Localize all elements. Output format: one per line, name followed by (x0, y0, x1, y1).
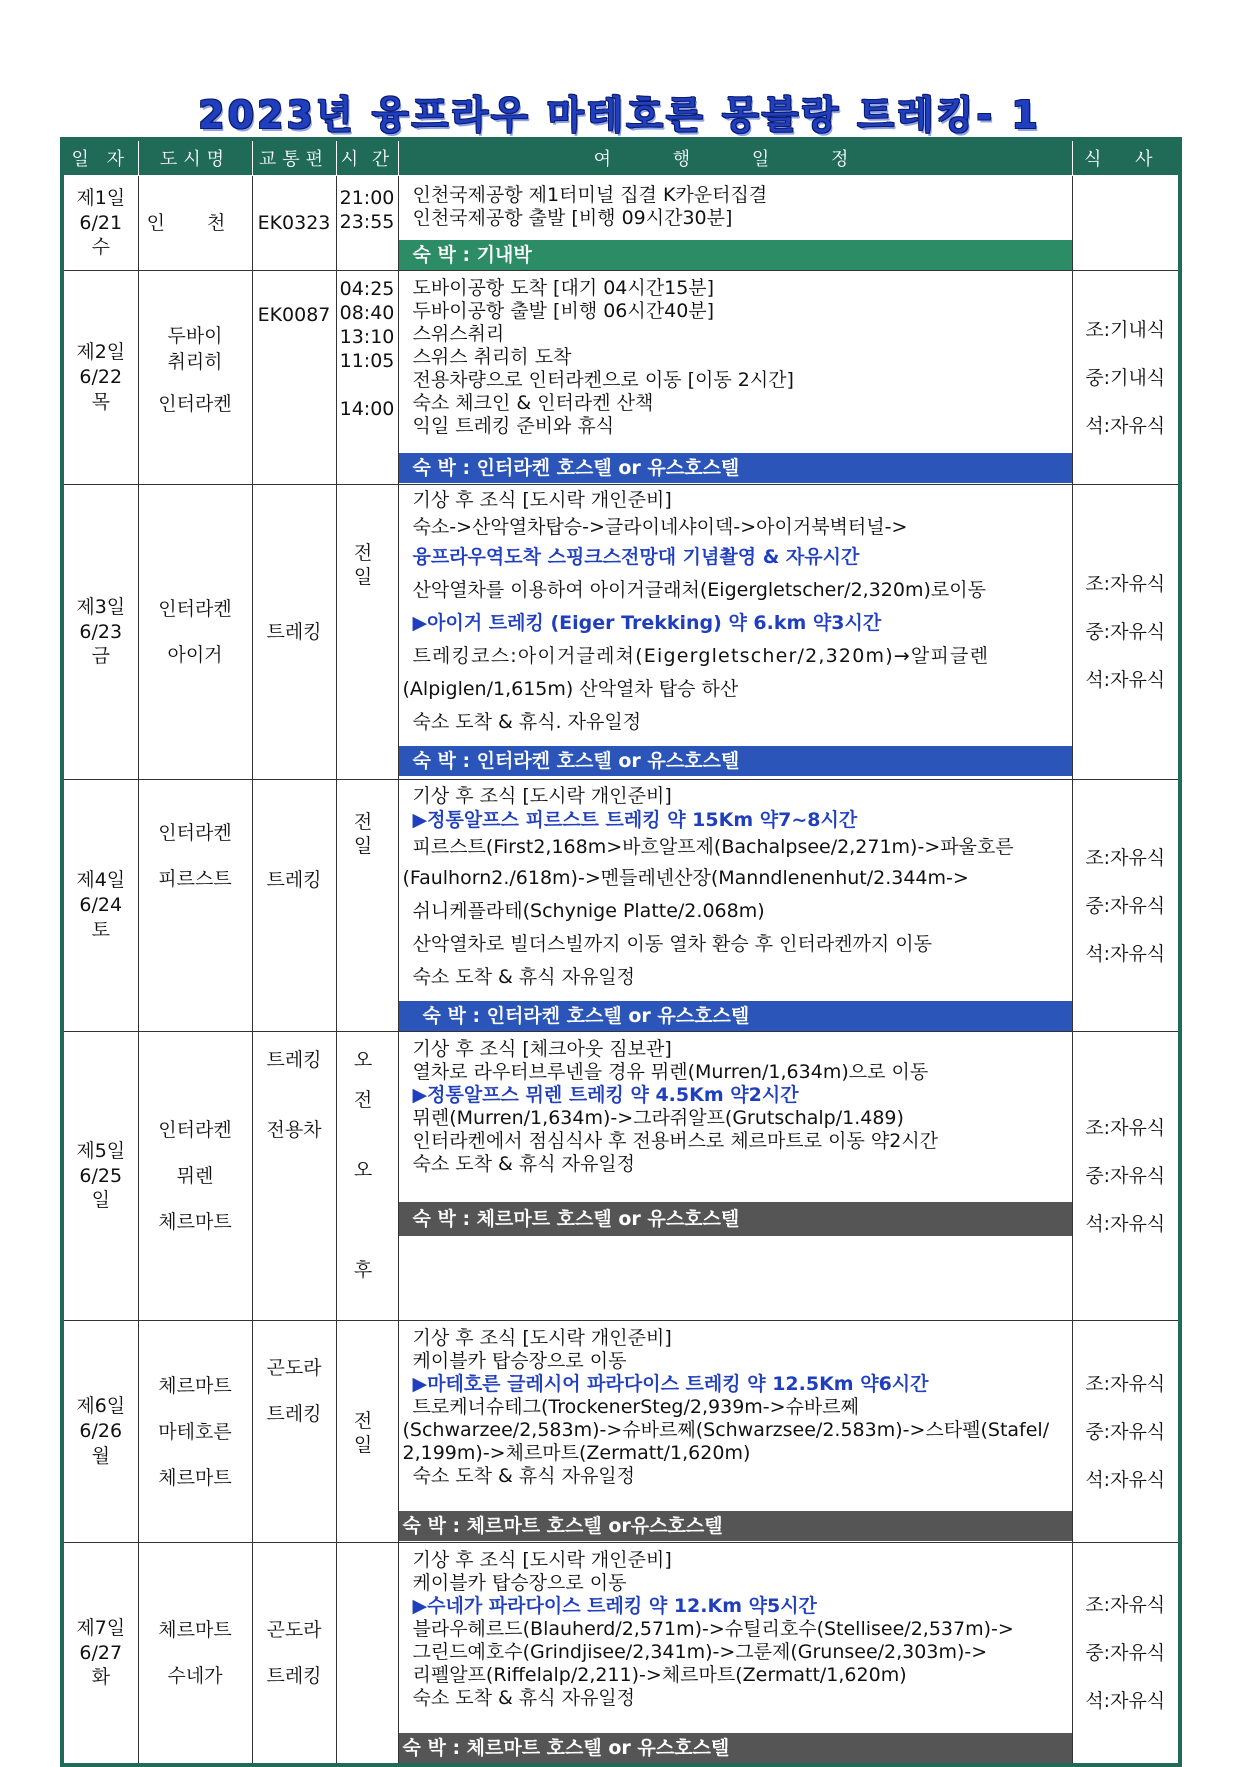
itinerary-line: 기상 후 조식 [체크아웃 짐보관] (412, 1038, 672, 1060)
day-row (62, 271, 1180, 485)
city-name: 인터라켄 (158, 822, 232, 844)
itinerary-highlight: ▶마테호른 글레시어 파라다이스 트레킹 약 12.5Km 약6시간 (412, 1373, 929, 1395)
page-title: 2023년 융프라우 마테호른 몽블랑 트레킹- 1 (198, 93, 1041, 137)
itinerary-cell (398, 176, 1072, 271)
transport-mode: 트레킹 (266, 1403, 322, 1425)
city-name: 체르마트 (158, 1374, 232, 1397)
itinerary-line: 두바이공항 출발 [비행 06시간40분] (412, 300, 715, 322)
header-itinerary: 여 행 일 정 (398, 139, 1072, 176)
meal-dinner: 석:자유식 (1085, 669, 1166, 691)
meal-dinner: 석:자유식 (1085, 414, 1166, 437)
city-cell (138, 1032, 252, 1321)
day-date: 6/25 (79, 1164, 123, 1187)
time-item: 23:55 (339, 211, 395, 233)
day-cell (62, 271, 138, 485)
itinerary-line: 인천국제공항 제1터미널 집결 K카운터집결 (412, 184, 768, 206)
itinerary-line: 기상 후 조식 [도시락 개인준비] (412, 1549, 672, 1571)
lodging-bar: 숙 박 : 인터라켄 호스텔 or 유스호스텔 (399, 746, 1072, 776)
day-number: 제2일 (76, 341, 126, 364)
transport-mode: 곤도라 (266, 1619, 322, 1641)
itinerary-cell (398, 1543, 1072, 1766)
header-row (62, 139, 1180, 176)
itinerary-line: 기상 후 조식 [도시락 개인준비] (412, 1327, 672, 1349)
city-cell (138, 1321, 252, 1543)
day-weekday: 금 (91, 645, 110, 668)
itinerary-line: (Schwarzee/2,583m)->슈바르쩨(Schwarzsee/2.583m)->스타펠(Stafel/ (402, 1419, 1050, 1441)
time-item: 오 전 (353, 1049, 381, 1111)
day-row (62, 485, 1180, 780)
time-cell (336, 1032, 398, 1321)
lodging-bar: 숙 박 : 체르마트 호스텔 or유스호스텔 (399, 1511, 1072, 1541)
city-name: 두바이 (167, 324, 223, 347)
itinerary-line: 리펠알프(Riffelalp/2,211)->체르마트(Zermatt/1,620m) (412, 1664, 907, 1686)
itinerary-line: 익일 트레킹 준비와 휴식 (412, 415, 615, 437)
meal-cell (1072, 1543, 1180, 1766)
meal-lunch: 중:자유식 (1085, 1642, 1166, 1664)
time-item: 11:05 (339, 350, 395, 372)
day-cell (62, 485, 138, 780)
itinerary-line: 숙소 도착 & 휴식. 자유일정 (412, 711, 642, 733)
day-row (62, 176, 1180, 271)
city-cell (138, 780, 252, 1032)
day-weekday: 일 (91, 1189, 110, 1212)
time-item: 전 일 (353, 542, 381, 588)
itinerary-cell (398, 485, 1072, 780)
city-name: 체르마트 (158, 1211, 232, 1233)
transport-mode: 트레킹 (266, 869, 322, 891)
header-date: 일 자 (62, 139, 138, 176)
transport-cell (252, 1543, 336, 1766)
city-name: 마테호른 (158, 1420, 232, 1443)
itinerary-line: 숙소 도착 & 휴식 자유일정 (412, 1465, 636, 1487)
itinerary-line: 트로케너슈테그(TrockenerSteg/2,939m->슈바르쩨 (412, 1396, 859, 1418)
city-name: 수네가 (167, 1665, 223, 1687)
time-cell (336, 1543, 398, 1766)
itinerary-line: 기상 후 조식 [도시락 개인준비] (412, 785, 672, 807)
itinerary-cell (398, 271, 1072, 485)
lodging-bar: 숙 박 : 기내박 (399, 240, 1072, 270)
day-cell (62, 1321, 138, 1543)
city-name: 뮈렌 (176, 1165, 214, 1187)
meal-dinner: 석:자유식 (1085, 1690, 1166, 1712)
time-item: 21:00 (339, 187, 395, 209)
itinerary-cell (398, 780, 1072, 1032)
itinerary-line: 케이블카 탑승장으로 이동 (412, 1350, 627, 1372)
day-number: 제7일 (76, 1616, 126, 1639)
meal-dinner: 석:자유식 (1085, 1213, 1166, 1235)
itinerary-line: 인천국제공항 출발 [비행 09시간30분] (412, 207, 733, 229)
time-item: 04:25 (339, 278, 395, 300)
day-row (62, 1321, 1180, 1543)
meal-cell (1072, 780, 1180, 1032)
day-weekday: 월 (91, 1444, 110, 1467)
transport-cell (252, 1032, 336, 1321)
transport-mode: 트레킹 (266, 1665, 322, 1687)
itinerary-line: 스위스 취리히 도착 (412, 346, 572, 368)
transport-cell (252, 780, 336, 1032)
itinerary-line: 산악열차를 이용하여 아이거글래처(Eigergletscher/2,320m)로이동 (412, 579, 986, 601)
city-name: 피르스트 (158, 868, 232, 890)
city-name: 인 천 (146, 212, 244, 234)
transport-mode: 곤도라 (266, 1357, 322, 1379)
city-name: 인터라켄 (158, 1119, 232, 1141)
day-number: 제4일 (76, 869, 126, 892)
day-cell (62, 1032, 138, 1321)
meal-cell (1072, 1032, 1180, 1321)
day-date: 6/24 (79, 894, 123, 917)
meal-cell (1072, 176, 1180, 271)
itinerary-line: 도바이공항 도착 [대기 04시간15분] (412, 277, 715, 299)
itinerary-line: 기상 후 조식 [도시락 개인준비] (412, 489, 672, 511)
itinerary-line: 전용차량으로 인터라켄으로 이동 [이동 2시간] (412, 369, 794, 391)
city-cell (138, 1543, 252, 1766)
meal-breakfast: 조:자유식 (1085, 1372, 1166, 1395)
header-meals: 식 사 (1072, 139, 1180, 176)
day-cell (62, 780, 138, 1032)
itinerary-line: 2,199m)->체르마트(Zermatt/1,620m) (402, 1442, 751, 1464)
day-date: 6/21 (79, 211, 123, 234)
city-name: 인터라켄 (158, 598, 232, 620)
day-date: 6/22 (79, 366, 123, 389)
itinerary-cell (398, 1032, 1072, 1321)
meal-breakfast: 조:자유식 (1085, 573, 1166, 595)
itinerary-line: (Faulhorn2./618m)->멘들레넨산장(Manndlenenhut/2.344m-> (402, 867, 969, 889)
itinerary-line: 숙소 도착 & 휴식 자유일정 (412, 1687, 636, 1709)
itinerary-line: 블라우헤르드(Blauherd/2,571m)->슈틸리호수(Stellisee/2,537m)-> (412, 1618, 1014, 1640)
lodging-bar: 숙 박 : 체르마트 호스텔 or 유스호스텔 (399, 1733, 1072, 1763)
lodging-bar: 숙 박 : 인터라켄 호스텔 or 유스호스텔 (399, 1001, 1072, 1031)
city-name: 체르마트 (158, 1466, 232, 1489)
time-cell (336, 485, 398, 780)
meal-breakfast: 조:기내식 (1085, 318, 1166, 341)
day-number: 제3일 (76, 595, 126, 618)
transport-cell (252, 271, 336, 485)
itinerary-line: 숙소 도착 & 휴식 자유일정 (412, 966, 636, 988)
city-cell (138, 271, 252, 485)
itinerary-line: 트레킹코스:아이거글레쳐(Eigergletscher/2,320m)→알피글렌 (412, 645, 990, 667)
itinerary-highlight: ▶정통알프스 뮈렌 트레킹 약 4.5Km 약2시간 (412, 1084, 799, 1106)
meal-lunch: 중:자유식 (1085, 621, 1166, 643)
itinerary-line: 숙소->산악열차탑승->글라이네샤이덱->아이거북벽터널-> (412, 516, 908, 538)
itinerary-line: 열차로 라우터브루넨을 경유 뮈렌(Murren/1,634m)으로 이동 (412, 1061, 929, 1083)
day-weekday: 토 (91, 918, 110, 941)
meal-cell (1072, 271, 1180, 485)
transport-mode: 전용차 (266, 1119, 322, 1141)
flight-number: EK0323 (257, 211, 331, 234)
city-cell (138, 176, 252, 271)
time-item: 전 일 (353, 811, 381, 857)
header-city: 도시명 (138, 139, 252, 176)
day-row (62, 1032, 1180, 1321)
meal-breakfast: 조:자유식 (1085, 1117, 1166, 1139)
itinerary-highlight: ▶아이거 트레킹 (Eiger Trekking) 약 6.km 약3시간 (412, 612, 882, 634)
meal-lunch: 중:자유식 (1085, 1165, 1166, 1187)
itinerary-table (60, 137, 1182, 1767)
day-number: 제6일 (76, 1395, 126, 1418)
day-date: 6/27 (79, 1641, 123, 1664)
itinerary-line: 뮈렌(Murren/1,634m)->그라쥐알프(Grutschalp/1.489) (412, 1107, 904, 1129)
day-cell (62, 176, 138, 271)
day-date: 6/23 (79, 620, 123, 643)
time-cell (336, 1321, 398, 1543)
transport-mode: 트레킹 (266, 1049, 322, 1071)
meal-lunch: 중:기내식 (1085, 366, 1166, 389)
meal-cell (1072, 1321, 1180, 1543)
time-item: 14:00 (339, 398, 395, 420)
itinerary-highlight: ▶수네가 파라다이스 트레킹 약 12.Km 약5시간 (412, 1595, 817, 1617)
itinerary-line: 스위스취리 (412, 323, 505, 345)
header-transport: 교통편 (252, 139, 336, 176)
meal-lunch: 중:자유식 (1085, 894, 1166, 917)
transport-cell (252, 176, 336, 271)
time-cell (336, 271, 398, 485)
itinerary-line: 숙소 체크인 & 인터라켄 산책 (412, 392, 654, 414)
day-row (62, 1543, 1180, 1766)
flight-number: EK0087 (257, 304, 331, 326)
day-weekday: 화 (91, 1666, 110, 1689)
itinerary-line: 숙소 도착 & 휴식 자유일정 (412, 1153, 636, 1175)
day-date: 6/26 (79, 1420, 123, 1443)
itinerary-line: 케이블카 탑승장으로 이동 (412, 1572, 627, 1594)
header-time: 시 간 (336, 139, 398, 176)
itinerary-highlight: ▶정통알프스 피르스트 트레킹 약 15Km 약7~8시간 (412, 809, 858, 831)
day-weekday: 목 (91, 390, 110, 413)
time-item (337, 373, 398, 397)
itinerary-line: 그린드예호수(Grindjisee/2,341m)->그룬제(Grunsee/2,303m)-> (412, 1641, 988, 1663)
lodging-bar: 숙 박 : 인터라켄 호스텔 or 유스호스텔 (399, 453, 1072, 483)
time-cell (336, 780, 398, 1032)
itinerary-line: (Alpiglen/1,615m) 산악열차 탑승 하산 (402, 678, 739, 700)
city-name: 인터라켄 (158, 392, 232, 415)
time-cell (336, 176, 398, 271)
itinerary-cell (398, 1321, 1072, 1543)
meal-breakfast: 조:자유식 (1085, 1594, 1166, 1616)
time-item: 08:40 (339, 302, 395, 324)
meal-lunch: 중:자유식 (1085, 1420, 1166, 1443)
time-item: 전 일 (353, 1410, 381, 1456)
time-item: 오 후 (353, 1159, 381, 1281)
day-number: 제1일 (76, 186, 126, 209)
itinerary-line: 쉬니케플라테(Schynige Platte/2.068m) (412, 900, 765, 922)
city-name: 아이거 (167, 644, 223, 666)
meal-dinner: 석:자유식 (1085, 942, 1166, 965)
day-number: 제5일 (76, 1139, 126, 1162)
transport-cell (252, 485, 336, 780)
meal-dinner: 석:자유식 (1085, 1468, 1166, 1491)
city-name: 체르마트 (158, 1619, 232, 1641)
meal-cell (1072, 485, 1180, 780)
day-row (62, 780, 1180, 1032)
transport-cell (252, 1321, 336, 1543)
itinerary-line: 산악열차로 빌더스빌까지 이동 열차 환승 후 인터라켄까지 이동 (412, 933, 932, 955)
itinerary-highlight: 융프라우역도착 스핑크스전망대 기념촬영 & 자유시간 (412, 546, 860, 568)
lodging-bar: 숙 박 : 체르마트 호스텔 or 유스호스텔 (399, 1202, 1072, 1236)
day-weekday: 수 (91, 236, 110, 259)
city-cell (138, 485, 252, 780)
itinerary-line: 피르스트(First2,168m>바흐알프제(Bachalpsee/2,271m)->파울호른 (412, 836, 1014, 858)
itinerary-line: 인터라켄에서 점심식사 후 전용버스로 체르마트로 이동 약2시간 (412, 1130, 939, 1152)
day-cell (62, 1543, 138, 1766)
transport-mode: 트레킹 (266, 620, 322, 643)
meal-breakfast: 조:자유식 (1085, 846, 1166, 869)
city-name: 취리히 (167, 350, 223, 373)
time-item: 13:10 (339, 326, 395, 348)
